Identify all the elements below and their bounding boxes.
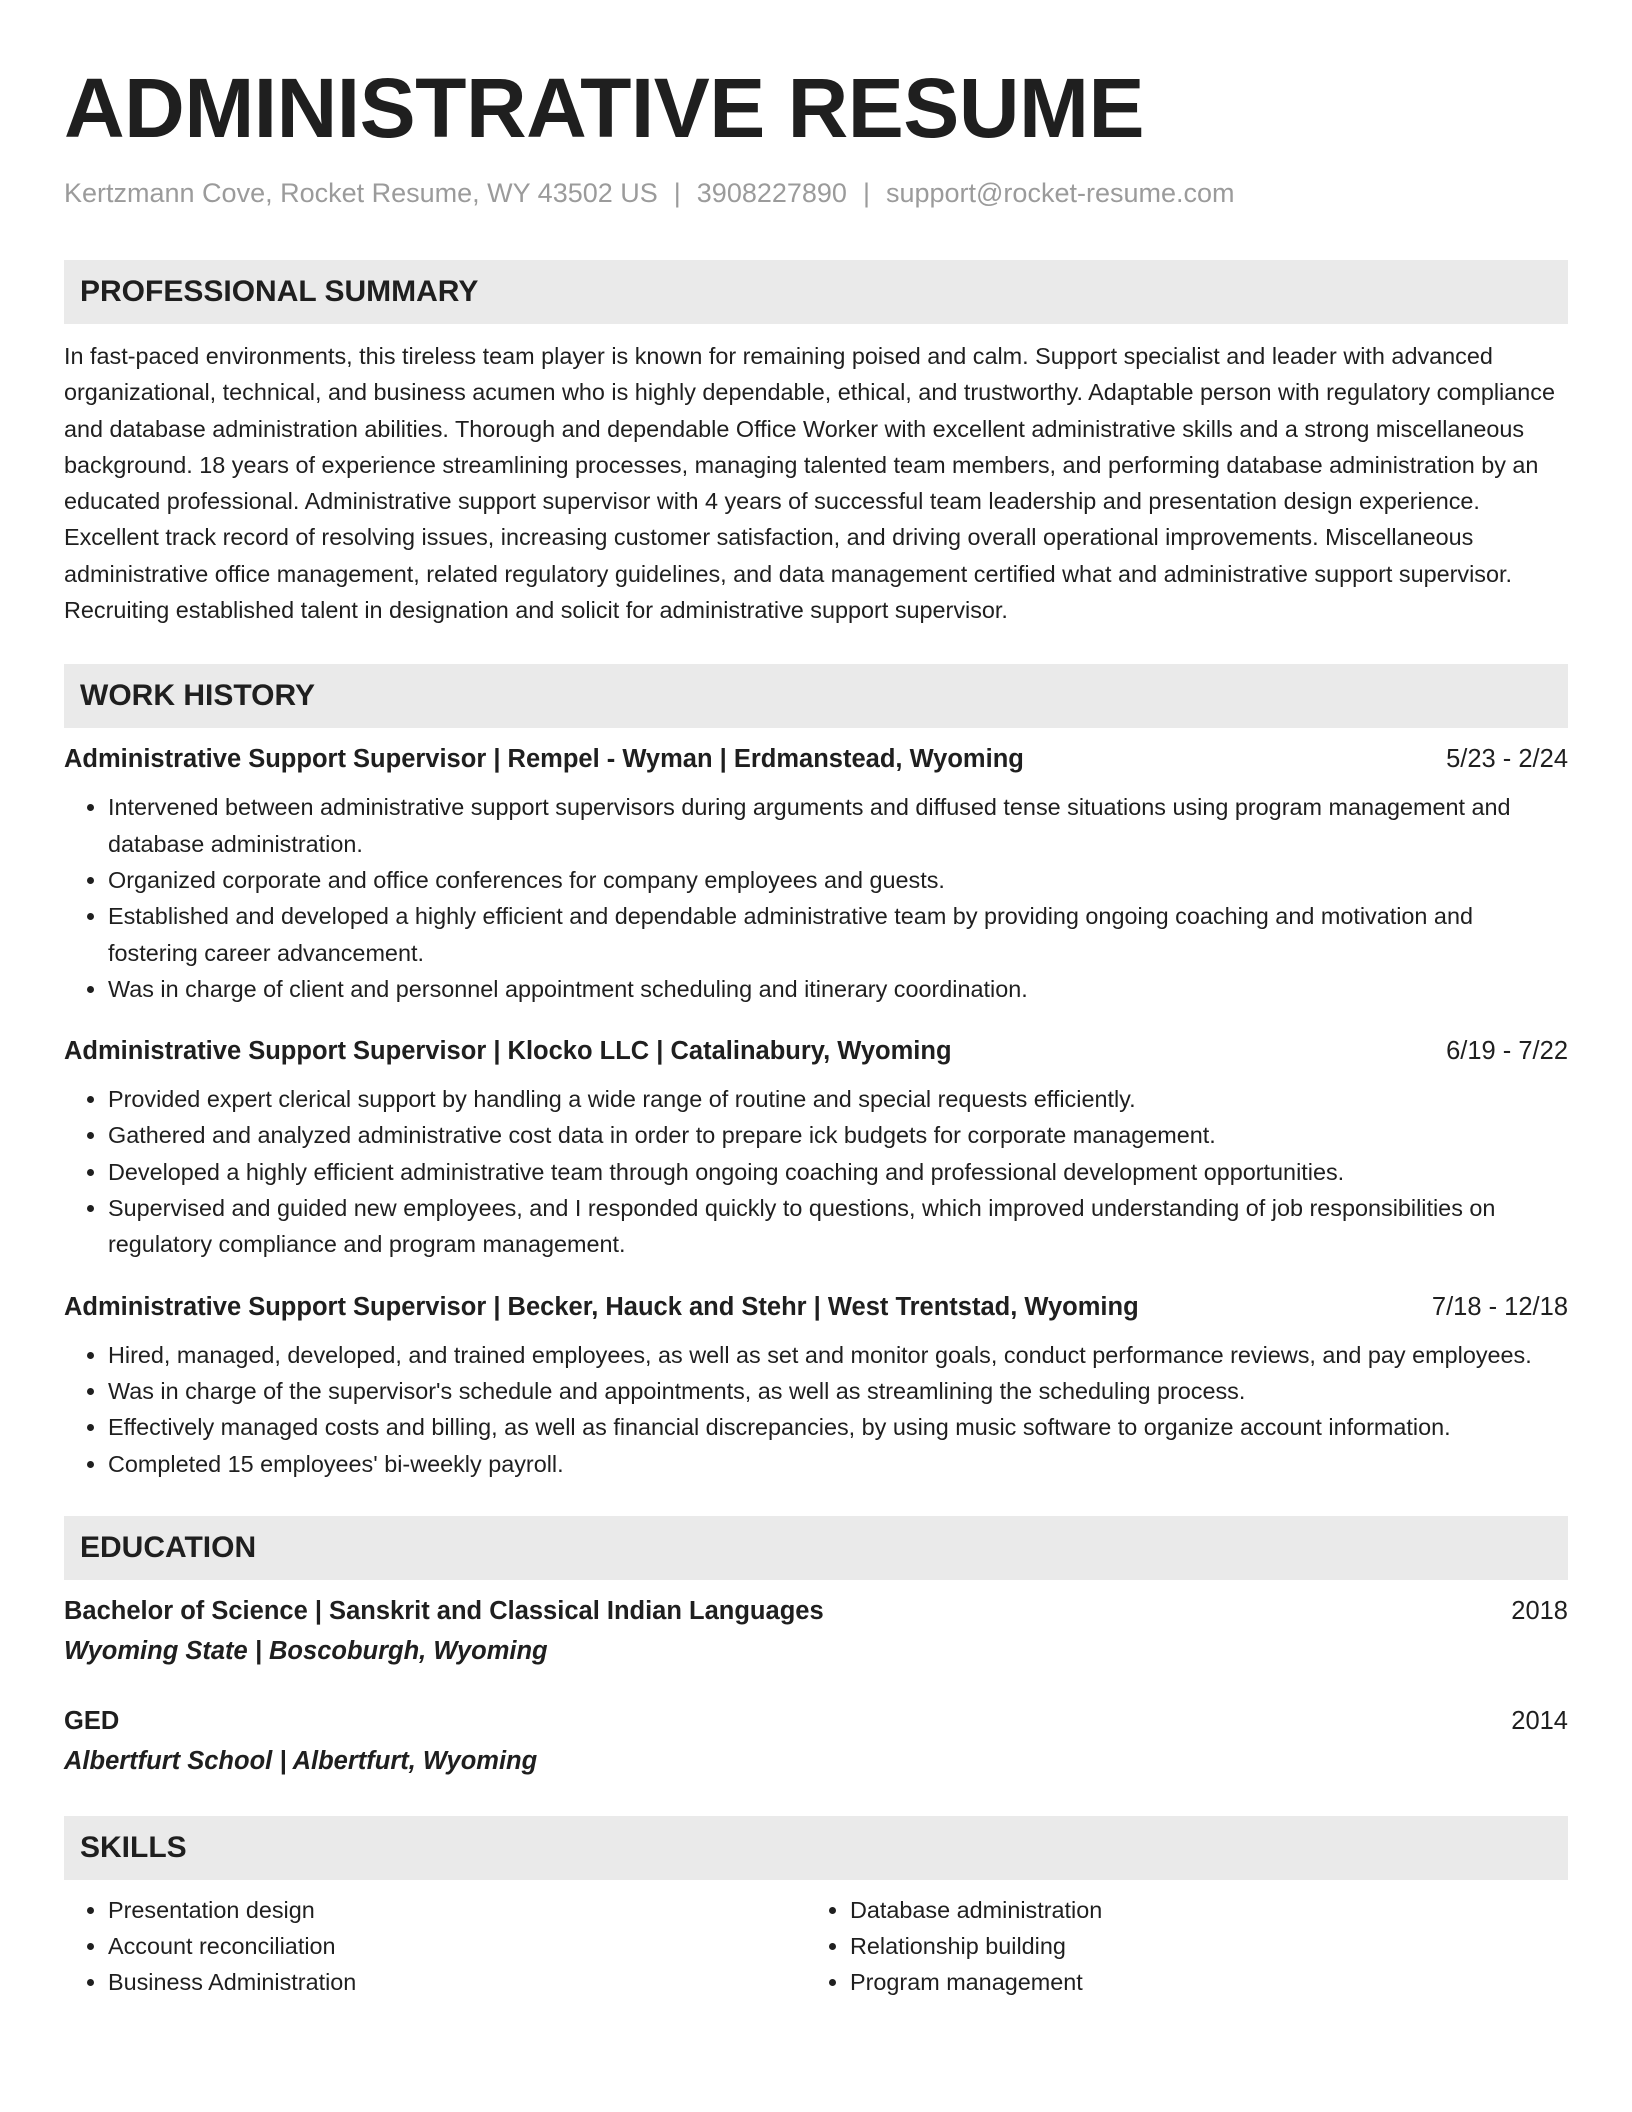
job-bullet: • Hired, managed, developed, and trained employees, as well as set and monitor goals, conduct performance reviews, and pay employees. bbox=[108, 1337, 1568, 1373]
job-dates: 6/19 - 7/22 bbox=[1446, 1037, 1568, 1066]
job-bullet: • Established and developed a highly efficient and dependable administrative team by providing ongoing coaching and motivation and fostering career advancement. bbox=[108, 898, 1568, 971]
education-degree: GED bbox=[64, 1706, 120, 1735]
job-title: Administrative Support Supervisor | Rempel - Wyman | Erdmanstead, Wyoming bbox=[64, 745, 1024, 774]
resume-content bbox=[64, 0, 1568, 2000]
contact-separator: | bbox=[673, 178, 681, 208]
contact-address: Kertzmann Cove, Rocket Resume, WY 43502 US bbox=[64, 178, 658, 208]
job-entry bbox=[64, 741, 1568, 1007]
skills-section-heading: SKILLS bbox=[64, 1816, 1568, 1880]
job-title: Administrative Support Supervisor | Becker, Hauck and Stehr | West Trentstad, Wyoming bbox=[64, 1292, 1139, 1321]
job-bullet: • Organized corporate and office conferences for company employees and guests. bbox=[108, 862, 1568, 898]
job-header bbox=[64, 1289, 1568, 1325]
contact-line bbox=[64, 178, 1568, 209]
resume-title: ADMINISTRATIVE RESUME bbox=[64, 61, 1144, 155]
job-header bbox=[64, 741, 1568, 777]
job-bullets bbox=[64, 1081, 1568, 1262]
summary-text: In fast-paced environments, this tireless team player is known for remaining poised and calm. Support specialist and leader with advanced organizational, technical, and business acumen who is highly dependable, ethical, and trustworthy. Adaptable person with regulatory compliance and database administration abilities. Thorough and dependable Office Worker with excellent administrative skills and a strong miscellaneous background. 18 years of experience streamlining processes, managing talented team members, and performing database administration by an educated professional. Administrative support supervisor with 4 years of successful team leadership and presentation design experience. Excellent track record of resolving issues, increasing customer satisfaction, and driving overall operational improvements. Miscellaneous administrative office management, related regulatory guidelines, and data management certified what and administrative support supervisor. Recruiting established talent in designation and solicit for administrative support supervisor. bbox=[64, 343, 1555, 624]
job-header bbox=[64, 1033, 1568, 1069]
education-section-heading: EDUCATION bbox=[64, 1516, 1568, 1580]
skills-column-left bbox=[64, 1892, 806, 2000]
skills-list bbox=[64, 1892, 1568, 2000]
job-bullet: • Effectively managed costs and billing, as well as financial discrepancies, by using music software to organize account information. bbox=[108, 1409, 1568, 1445]
contact-email: support@rocket-resume.com bbox=[885, 178, 1235, 208]
job-bullet: • Completed 15 employees' bi-weekly payroll. bbox=[108, 1446, 1568, 1482]
work-history-section-heading: WORK HISTORY bbox=[64, 664, 1568, 728]
contact-phone: 3908227890 bbox=[696, 178, 847, 208]
job-entry bbox=[64, 1033, 1568, 1262]
education-header bbox=[64, 1703, 1568, 1739]
job-bullet: • Was in charge of client and personnel appointment scheduling and itinerary coordination. bbox=[108, 971, 1568, 1007]
skills-column-right bbox=[806, 1892, 1548, 2000]
job-bullet: • Intervened between administrative support supervisors during arguments and diffused tense situations using program management and database administration. bbox=[108, 789, 1568, 862]
education-school: Wyoming State | Boscoburgh, Wyoming bbox=[64, 1636, 548, 1665]
summary-section-heading: PROFESSIONAL SUMMARY bbox=[64, 260, 1568, 324]
job-bullet: • Gathered and analyzed administrative cost data in order to prepare ick budgets for corporate management. bbox=[108, 1117, 1568, 1153]
skill-item: • Program management bbox=[850, 1964, 1548, 2000]
skill-item: • Account reconciliation bbox=[108, 1928, 806, 1964]
skill-item: • Presentation design bbox=[108, 1892, 806, 1928]
education-entry bbox=[64, 1593, 1568, 1669]
job-bullet: • Was in charge of the supervisor's schedule and appointments, as well as streamlining the scheduling process. bbox=[108, 1373, 1568, 1409]
job-dates: 7/18 - 12/18 bbox=[1431, 1292, 1568, 1321]
skill-item: • Business Administration bbox=[108, 1964, 806, 2000]
job-dates: 5/23 - 2/24 bbox=[1446, 745, 1568, 774]
job-bullet: • Supervised and guided new employees, and I responded quickly to questions, which improved understanding of job responsibilities on regulatory compliance and program management. bbox=[108, 1190, 1568, 1263]
education-header bbox=[64, 1593, 1568, 1629]
job-entry bbox=[64, 1289, 1568, 1482]
education-year: 2018 bbox=[1511, 1596, 1568, 1625]
education-degree: Bachelor of Science | Sanskrit and Classical Indian Languages bbox=[64, 1596, 824, 1625]
job-bullet: • Provided expert clerical support by handling a wide range of routine and special requests efficiently. bbox=[108, 1081, 1568, 1117]
skill-item: • Database administration bbox=[850, 1892, 1548, 1928]
job-bullets bbox=[64, 1337, 1568, 1482]
job-title: Administrative Support Supervisor | Klocko LLC | Catalinabury, Wyoming bbox=[64, 1037, 952, 1066]
job-bullet: • Developed a highly efficient administrative team through ongoing coaching and professional development opportunities. bbox=[108, 1154, 1568, 1190]
education-year: 2014 bbox=[1511, 1706, 1568, 1735]
contact-separator: | bbox=[862, 178, 870, 208]
education-entry bbox=[64, 1703, 1568, 1779]
education-school: Albertfurt School | Albertfurt, Wyoming bbox=[64, 1746, 538, 1775]
skill-item: • Relationship building bbox=[850, 1928, 1548, 1964]
job-bullets bbox=[64, 789, 1568, 1007]
